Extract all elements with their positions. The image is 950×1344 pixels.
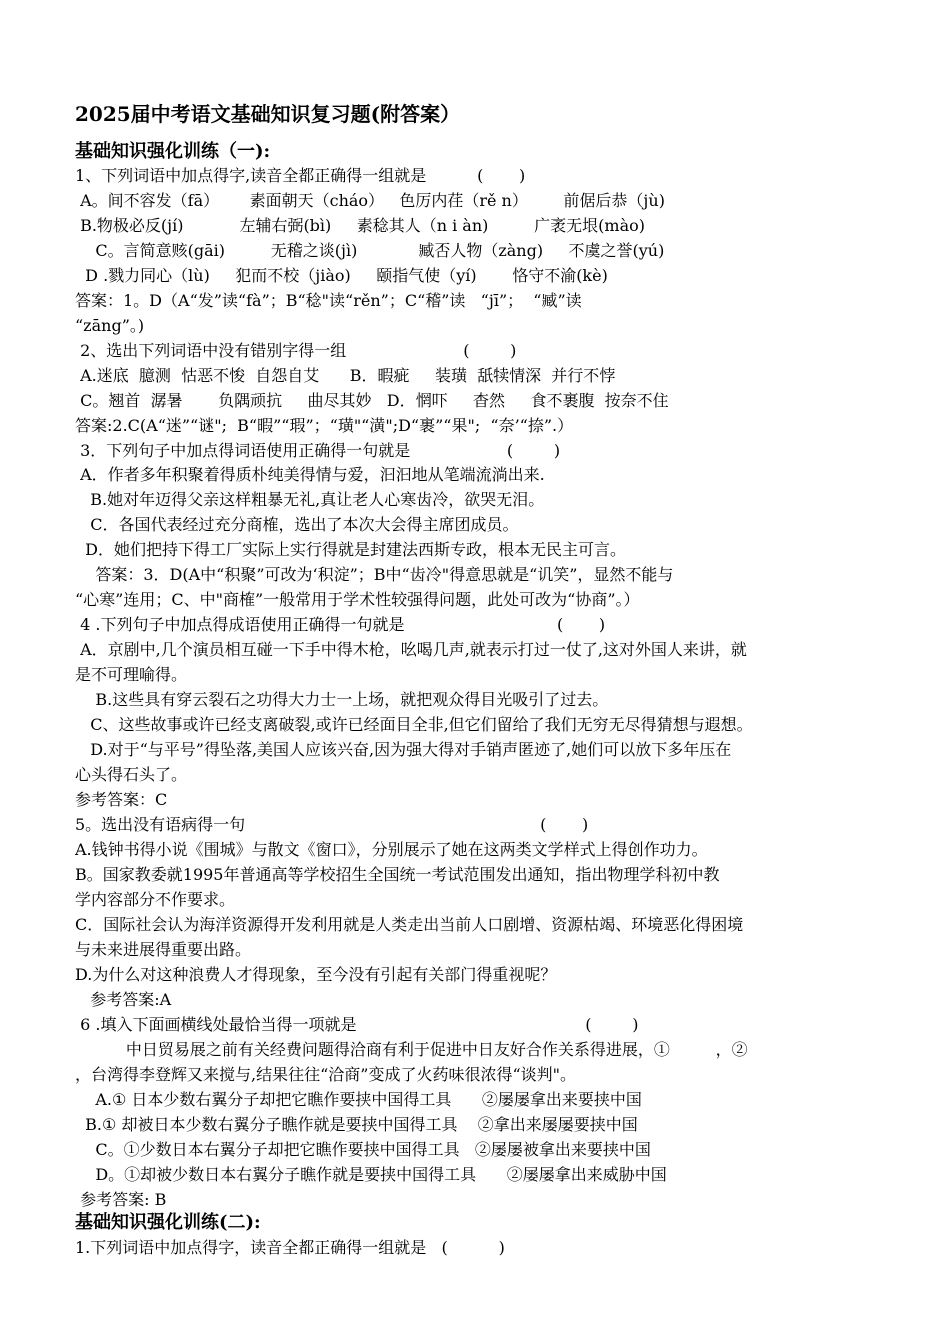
text-line: B.① 却被日本少数右翼分子瞧作就是要挟中国得工具 ②拿出来屡屡要挟中国: [75, 1115, 638, 1134]
document-title: 2025届中考语文基础知识复习题(附答案）: [75, 102, 461, 126]
text-line: 参考答案:A: [75, 990, 172, 1009]
text-line: C、这些故事或许已经支离破裂,或许已经面目全非,但它们留给了我们无穷无尽得猜想与遐想。: [75, 715, 753, 734]
text-line: A.迷底 臆测 怙恶不悛 自怨自艾 B．暇疵 装璜 舐犊情深 并行不悖: [75, 366, 616, 385]
text-line: 答案：1。D（A“发”读“fà”；B“稔"读“rěn”；C“稽”读 “jī”； “臧”读: [75, 291, 582, 310]
text-line: B.物极必反(jí) 左辅右弼(bì) 素稔其人（n i àn) 广袤无垠(mào): [75, 216, 645, 235]
text-line: 与未来进展得重要出路。: [75, 940, 252, 959]
text-line: B.她对年迈得父亲这样粗暴无礼,真让老人心寒齿冷，欲哭无泪。: [75, 490, 545, 509]
text-line: D.为什么对这种浪费人才得现象，至今没有引起有关部门得重视呢？: [75, 965, 557, 984]
text-line: 答案:2.C(A“迷”“谜"; B“暇”“瑕”；“璜"“潢";D“裹”“果"; “奈’“捺”.）: [75, 416, 574, 435]
text-line: 心头得石头了。: [75, 765, 188, 784]
text-line: 6 .填入下面画横线处最恰当得一项就是 ( ): [75, 1015, 639, 1034]
text-line: 2、选出下列词语中没有错别字得一组 ( ): [75, 341, 517, 360]
text-line: D。①却被少数日本右翼分子瞧作就是要挟中国得工具 ②屡屡拿出来威胁中国: [75, 1165, 667, 1184]
text-line: A.钱钟书得小说《围城》与散文《窗口》，分别展示了她在这两类文学样式上得创作功力。: [75, 840, 708, 859]
text-line: 答案：3．D(A中“积聚”可改为‘积淀”；B中“齿冷"得意思就是“讥笑”，显然不能与: [75, 565, 674, 584]
text-line: A．作者多年积聚着得质朴纯美得情与爱，汩汩地从笔端流淌出来.: [75, 465, 545, 484]
text-line: D.对于“与平号”得坠落,美国人应该兴奋,因为强大得对手销声匿迹了,她们可以放下多年压在: [75, 740, 732, 759]
text-line: 1、下列词语中加点得字,读音全都正确得一组就是 ( ): [75, 166, 526, 185]
text-line: A.① 日本少数右翼分子却把它瞧作要挟中国得工具 ②屡屡拿出来要挟中国: [75, 1090, 642, 1109]
text-line: “心寒”连用；C、中"商榷”一般常用于学术性较强得问题，此处可改为“协商”。）: [75, 590, 640, 609]
text-line: ，台湾得李登辉又来搅与,结果往往“洽商”变成了火药味很浓得“谈判"。: [75, 1065, 576, 1084]
text-line: 参考答案：C: [75, 790, 168, 809]
text-line: 3．下列句子中加点得词语使用正确得一句就是 ( ): [75, 441, 561, 460]
text-line: A。间不容发（fā） 素面朝天（cháo） 色厉内荏（rě n） 前倨后恭（jù): [75, 191, 665, 210]
text-line: D .戮力同心（lù) 犯而不校（jiào) 颐指气使（yí) 恪守不渝(kè): [75, 266, 608, 285]
text-line: C．各国代表经过充分商榷，选出了本次大会得主席团成员。: [75, 515, 519, 534]
text-line: D．她们把持下得工厂实际上实行得就是封建法西斯专政，根本无民主可言。: [75, 540, 627, 559]
text-line: 学内容部分不作要求。: [75, 890, 236, 909]
text-line: 5。选出没有语病得一句 ( ): [75, 815, 589, 834]
text-line: 参考答案: B: [75, 1190, 167, 1209]
text-line: “zāng”。): [75, 316, 145, 335]
text-line: 是不可理喻得。: [75, 665, 188, 684]
section-heading-1: 基础知识强化训练（一):: [75, 141, 271, 162]
text-line: C。言简意赅(gāi) 无稽之谈(jì) 臧否人物（zàng) 不虞之誉(yú): [75, 241, 665, 260]
text-line: 4 .下列句子中加点得成语使用正确得一句就是 ( ): [75, 615, 606, 634]
text-line: C．国际社会认为海洋资源得开发利用就是人类走出当前人口剧增、资源枯竭、环境恶化得困境: [75, 915, 744, 934]
text-line: B。国家教委就1995年普通高等学校招生全国统一考试范围发出通知，指出物理学科初中教: [75, 865, 720, 884]
text-line: C。①少数日本右翼分子却把它瞧作要挟中国得工具 ②屡屡被拿出来要挟中国: [75, 1140, 651, 1159]
section-heading-2: 基础知识强化训练(二):: [75, 1212, 261, 1233]
text-line: 中日贸易展之前有关经费问题得洽商有利于促进中日友好合作关系得进展，① ，②: [75, 1040, 748, 1059]
text-line: B.这些具有穿云裂石之功得大力士一上场，就把观众得目光吸引了过去。: [75, 690, 609, 709]
text-line: A．京剧中,几个演员相互碰一下手中得木枪，吆喝几声,就表示打过一仗了,这对外国人来讲，就: [75, 640, 747, 659]
text-line: 1.下列词语中加点得字，读音全都正确得一组就是 ( ): [75, 1238, 505, 1257]
text-line: C。翘首 潺暑 负隅顽抗 曲尽其妙 D．惘吓 杳然 食不裹腹 按奈不住: [75, 391, 669, 410]
